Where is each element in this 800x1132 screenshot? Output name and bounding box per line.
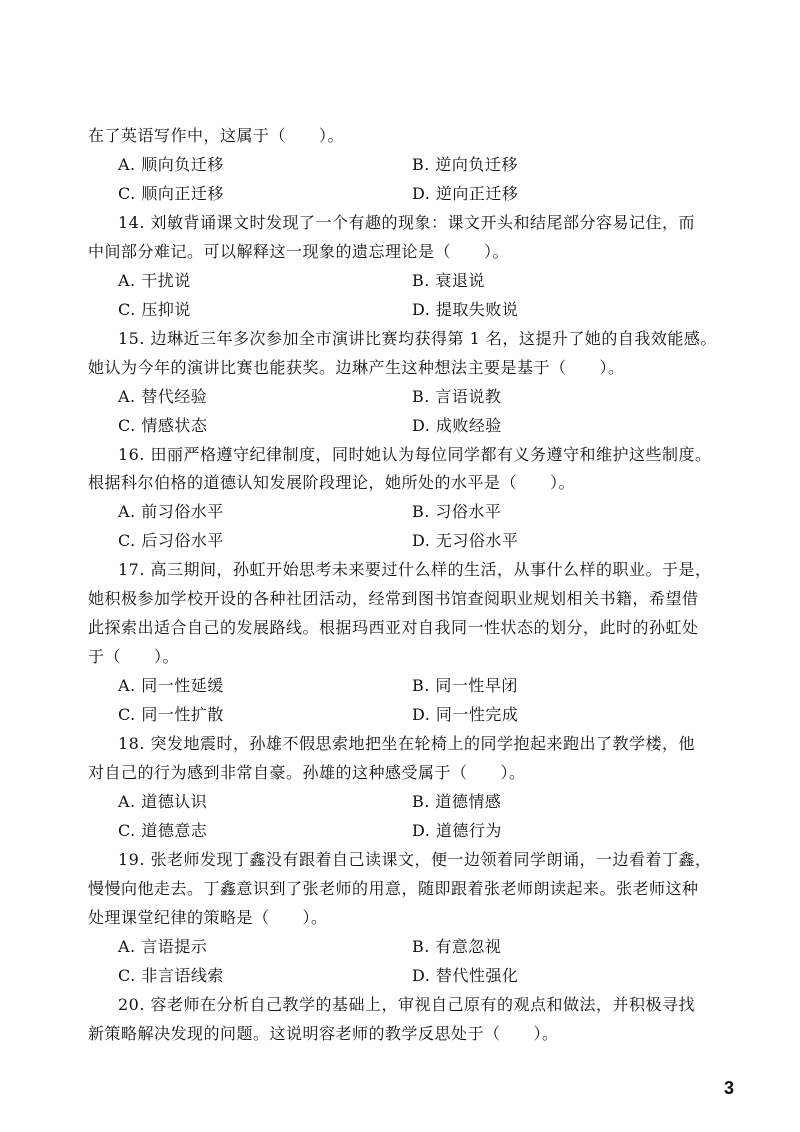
question-16-line-2: 根据科尔伯格的道德认知发展阶段理论，她所处的水平是（ ）。 xyxy=(88,473,576,492)
question-20-line-2: 新策略解决发现的问题。这说明容老师的教学反思处于（ ）。 xyxy=(88,1024,559,1043)
question-14-option-a: A. 干扰说 xyxy=(118,271,191,290)
question-19-option-a: A. 言语提示 xyxy=(118,937,208,956)
question-16-line-1: 16. 田丽严格遵守纪律制度，同时她认为每位同学都有义务遵守和维护这些制度。 xyxy=(118,445,712,464)
question-13-option-a: A. 顺向负迁移 xyxy=(118,155,224,174)
question-14-option-d: D. 提取失败说 xyxy=(412,300,519,319)
question-14-option-b: B. 衰退说 xyxy=(412,271,485,290)
question-13-option-b: B. 逆向负迁移 xyxy=(412,155,518,174)
question-15-option-b: B. 言语说教 xyxy=(412,387,502,406)
question-16-option-c: C. 后习俗水平 xyxy=(118,531,224,550)
question-19-line-2: 慢慢向他走去。丁鑫意识到了张老师的用意，随即跟着张老师朗读起来。张老师这种 xyxy=(88,879,699,898)
question-19-line-3: 处理课堂纪律的策略是（ ）。 xyxy=(88,908,328,927)
question-19-option-b: B. 有意忽视 xyxy=(412,937,502,956)
question-14-line-2: 中间部分难记。可以解释这一现象的遗忘理论是（ ）。 xyxy=(88,242,510,261)
question-17-option-d: D. 同一性完成 xyxy=(412,705,519,724)
page-number: 3 xyxy=(724,1078,735,1098)
question-15-option-c: C. 情感状态 xyxy=(118,416,208,435)
question-18-line-2: 对自己的行为感到非常自豪。孙雄的这种感受属于（ ）。 xyxy=(88,763,526,782)
question-17-line-4: 于（ ）。 xyxy=(88,647,180,666)
question-16-option-d: D. 无习俗水平 xyxy=(412,531,519,550)
question-17-option-a: A. 同一性延缓 xyxy=(118,676,224,695)
question-20-line-1: 20. 容老师在分析自己教学的基础上，审视自己原有的观点和做法，并积极寻找 xyxy=(118,995,696,1014)
question-13-option-d: D. 逆向正迁移 xyxy=(412,184,519,203)
question-19-option-d: D. 替代性强化 xyxy=(412,966,519,985)
question-19-line-1: 19. 张老师发现丁鑫没有跟着自己读课文，便一边领着同学朗诵，一边看着丁鑫， xyxy=(118,850,712,869)
question-18-option-c: C. 道德意志 xyxy=(118,821,208,840)
question-15-line-1: 15. 边琳近三年多次参加全市演讲比赛均获得第 1 名，这提升了她的自我效能感。 xyxy=(118,329,717,348)
question-15-option-a: A. 替代经验 xyxy=(118,387,208,406)
question-13-option-c: C. 顺向正迁移 xyxy=(118,184,224,203)
question-16-option-a: A. 前习俗水平 xyxy=(118,502,224,521)
question-17-option-c: C. 同一性扩散 xyxy=(118,705,224,724)
question-15-line-2: 她认为今年的演讲比赛也能获奖。边琳产生这种想法主要是基于（ ）。 xyxy=(88,358,625,377)
question-17-line-3: 此探索出适合自己的发展路线。根据玛西亚对自我同一性状态的划分，此时的孙虹处 xyxy=(88,618,699,637)
question-18-option-d: D. 道德行为 xyxy=(412,821,502,840)
question-14-line-1: 14. 刘敏背诵课文时发现了一个有趣的现象：课文开头和结尾部分容易记住，而 xyxy=(118,213,696,232)
question-17-line-2: 她积极参加学校开设的各种社团活动，经常到图书馆查阅职业规划相关书籍，希望借 xyxy=(88,589,699,608)
question-13-tail: 在了英语写作中，这属于（ ）。 xyxy=(88,126,345,145)
question-19-option-c: C. 非言语线索 xyxy=(118,966,224,985)
question-17-line-1: 17. 高三期间，孙虹开始思考未来要过什么样的生活，从事什么样的职业。于是， xyxy=(118,560,712,579)
question-18-line-1: 18. 突发地震时，孙雄不假思索地把坐在轮椅上的同学抱起来跑出了教学楼，他 xyxy=(118,734,696,753)
question-14-option-c: C. 压抑说 xyxy=(118,300,191,319)
question-15-option-d: D. 成败经验 xyxy=(412,416,502,435)
question-17-option-b: B. 同一性早闭 xyxy=(412,676,518,695)
question-18-option-a: A. 道德认识 xyxy=(118,792,208,811)
question-16-option-b: B. 习俗水平 xyxy=(412,502,502,521)
question-18-option-b: B. 道德情感 xyxy=(412,792,502,811)
